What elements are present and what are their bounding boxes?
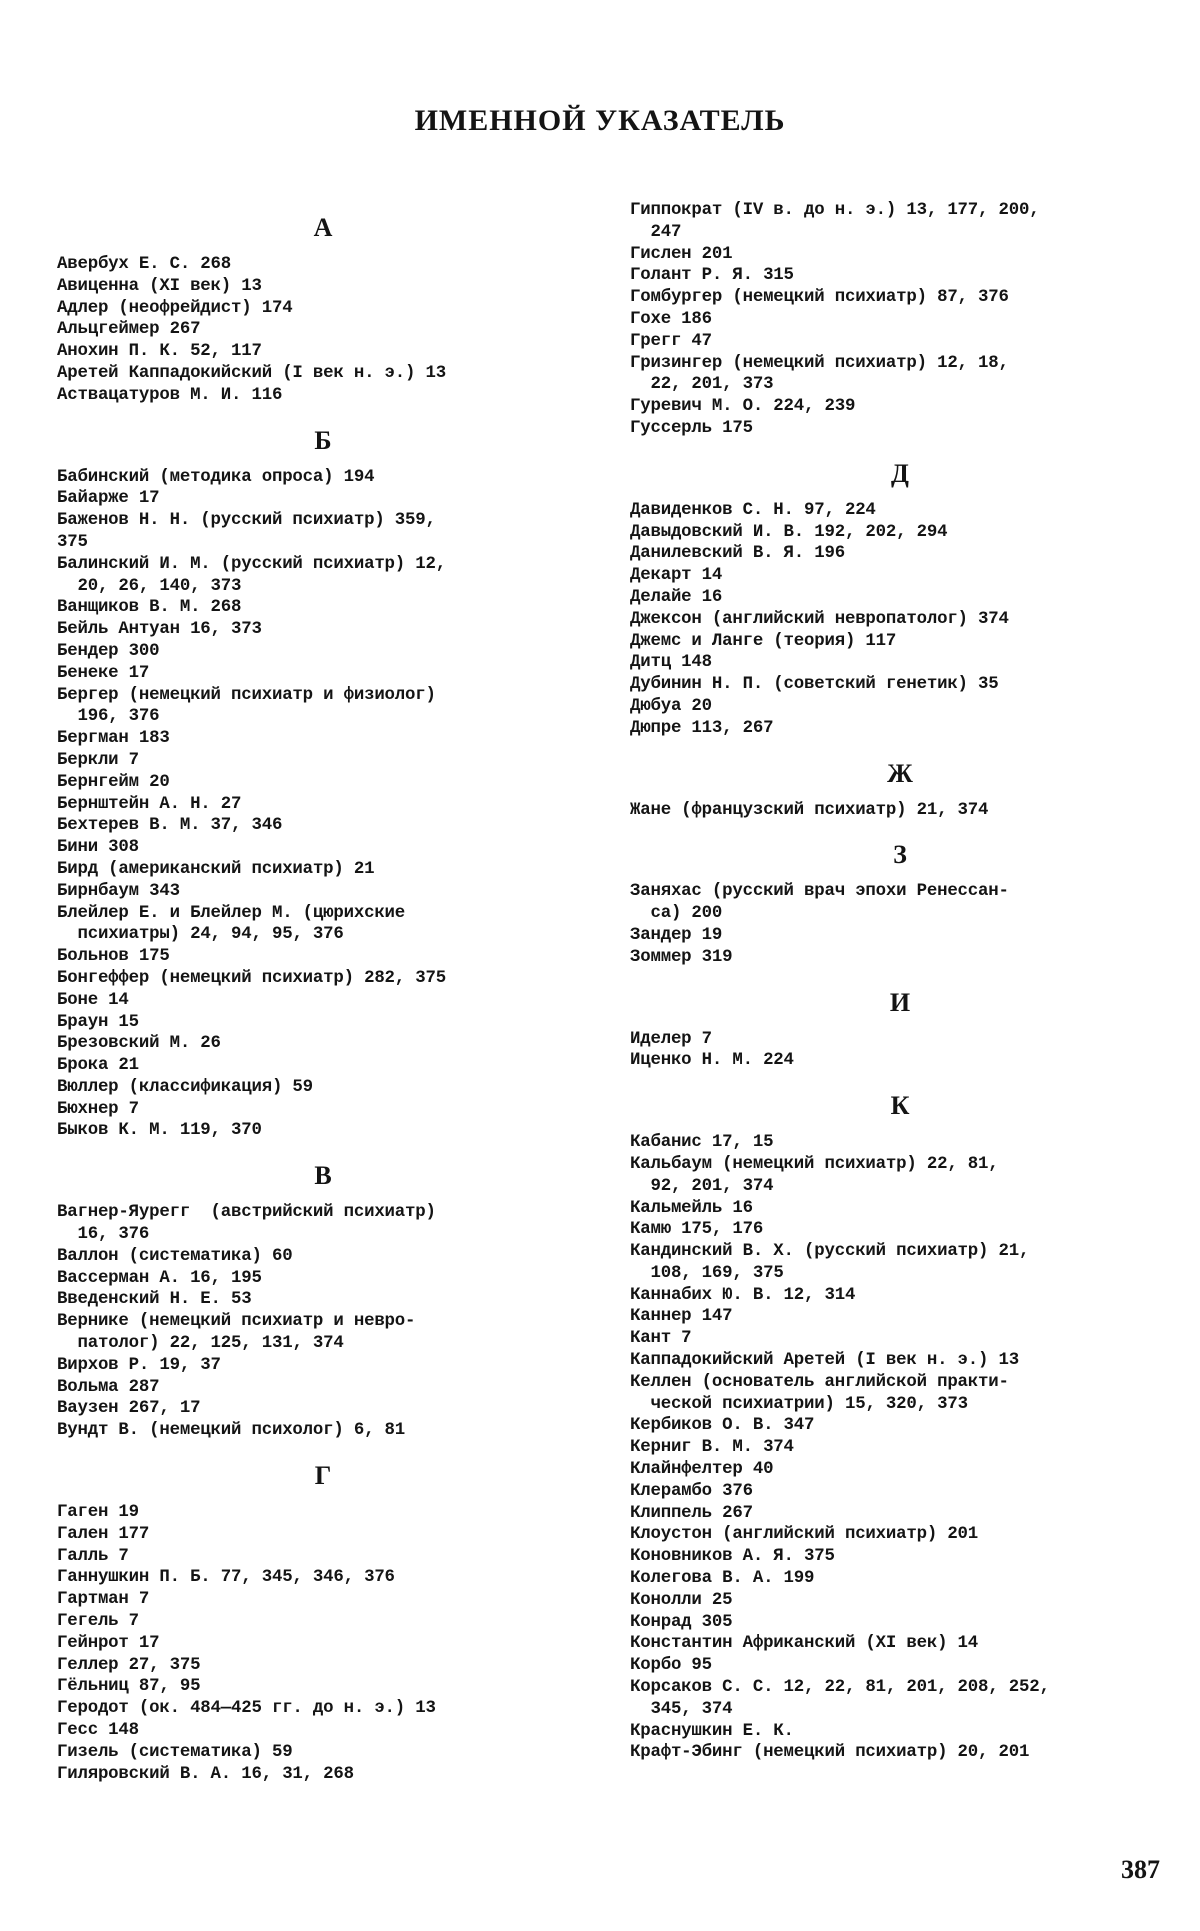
index-entry: Гесс 148 bbox=[57, 1721, 139, 1741]
index-entry: Галль 7 bbox=[57, 1546, 129, 1566]
index-entry: Клайнфелтер 40 bbox=[630, 1460, 774, 1480]
index-section bbox=[630, 839, 1170, 968]
index-entry: Келлен (основатель английской практи- ческой психиатрии) 15, 320, 373 bbox=[630, 1372, 1009, 1414]
index-entry: Аретей Каппадокийский (I век н. э.) 13 bbox=[57, 363, 446, 383]
index-column-right bbox=[630, 200, 1170, 1764]
index-entry: Гегель 7 bbox=[57, 1612, 139, 1632]
index-entry: Каннер 147 bbox=[630, 1307, 733, 1327]
index-entry: Гохе 186 bbox=[630, 309, 712, 329]
index-entry: Геллер 27, 375 bbox=[57, 1655, 201, 1675]
index-entry: Давыдовский И. В. 192, 202, 294 bbox=[630, 522, 948, 542]
index-entry: Брока 21 bbox=[57, 1056, 139, 1076]
index-entry: Бернштейн А. Н. 27 bbox=[57, 794, 242, 814]
index-entry: Кальмейль 16 bbox=[630, 1198, 753, 1218]
page-title: ИМЕННОЙ УКАЗАТЕЛЬ bbox=[414, 104, 786, 137]
index-entry: Баженов Н. Н. (русский психиатр) 359, 375 bbox=[57, 511, 436, 552]
index-entry: Байарже 17 bbox=[57, 489, 160, 509]
index-entry: Бергер (немецкий психиатр и физиолог) 196, 376 bbox=[57, 685, 436, 727]
index-entry: Геродот (ок. 484—425 гг. до н. э.) 13 bbox=[57, 1699, 436, 1719]
index-entry: Альцгеймер 267 bbox=[57, 320, 201, 340]
index-entry: Бехтерев В. М. 37, 346 bbox=[57, 816, 283, 836]
index-entry: Кальбаум (немецкий психиатр) 22, 81, 92, 201, 374 bbox=[630, 1154, 999, 1196]
index-entry: Вюллер (классификация) 59 bbox=[57, 1077, 313, 1097]
index-entry: Валлон (систематика) 60 bbox=[57, 1246, 293, 1266]
index-entry: Клиппель 267 bbox=[630, 1503, 753, 1523]
index-entry: Бирд (американский психиатр) 21 bbox=[57, 859, 375, 879]
section-letter: К bbox=[890, 1091, 910, 1121]
section-letter: А bbox=[313, 213, 333, 242]
index-entry: Вольма 287 bbox=[57, 1377, 160, 1397]
index-section bbox=[630, 1090, 1170, 1764]
index-entry: Гиляровский В. А. 16, 31, 268 bbox=[57, 1764, 354, 1784]
index-entry: Кабанис 17, 15 bbox=[630, 1133, 774, 1153]
index-entry: Бонгеффер (немецкий психиатр) 282, 375 bbox=[57, 968, 446, 988]
index-entry: Грегг 47 bbox=[630, 331, 712, 351]
index-entry: Бирнбаум 343 bbox=[57, 881, 180, 901]
index-entry: Гейнрот 17 bbox=[57, 1633, 160, 1653]
index-entry: Авербух Е. С. 268 bbox=[57, 255, 232, 274]
index-section bbox=[630, 200, 1170, 440]
index-entry: Гиппократ (IV в. до н. э.) 13, 177, 200, 247 bbox=[630, 201, 1040, 242]
index-entry: Дубинин Н. П. (советский генетик) 35 bbox=[630, 675, 999, 695]
index-entry: Корсаков С. С. 12, 22, 81, 201, 208, 252, 345, 374 bbox=[630, 1678, 1050, 1719]
index-entry: Клерамбо 376 bbox=[630, 1481, 753, 1501]
index-entry: Бергман 183 bbox=[57, 729, 170, 749]
index-entry: Блейлер Е. и Блейлер М. (цюрихские психиатры) 24, 94, 95, 376 bbox=[57, 903, 406, 945]
index-section bbox=[630, 458, 1170, 740]
index-entry: Каннабих Ю. В. 12, 314 bbox=[630, 1285, 856, 1305]
index-entry: Камю 175, 176 bbox=[630, 1220, 764, 1240]
index-entry: Гёльниц 87, 95 bbox=[57, 1677, 201, 1697]
index-entry: Бенеке 17 bbox=[57, 663, 150, 683]
index-entry: Гизель (систематика) 59 bbox=[57, 1742, 293, 1762]
section-letter: В bbox=[314, 1161, 332, 1191]
index-entry: Кант 7 bbox=[630, 1329, 692, 1349]
index-section bbox=[630, 987, 1170, 1073]
index-section bbox=[630, 758, 1170, 822]
index-entry: Джексон (английский невропатолог) 374 bbox=[630, 609, 1009, 629]
index-entry: Бини 308 bbox=[57, 838, 139, 858]
index-entry: Клоустон (английский психиатр) 201 bbox=[630, 1525, 979, 1545]
index-entry: Делайе 16 bbox=[630, 587, 723, 607]
index-entry: Крафт-Эбинг (немецкий психиатр) 20, 201 bbox=[630, 1743, 1030, 1763]
index-entry: Гартман 7 bbox=[57, 1590, 150, 1610]
index-section bbox=[57, 425, 589, 1143]
index-entry: Краснушкин Е. К. bbox=[630, 1721, 794, 1741]
index-entry: Константин Африканский (XI век) 14 bbox=[630, 1634, 979, 1654]
section-letter: З bbox=[893, 840, 907, 870]
index-entry: Каппадокийский Аретей (I век н. э.) 13 bbox=[630, 1351, 1019, 1371]
index-entry: Керниг В. М. 374 bbox=[630, 1438, 794, 1458]
index-entry: Вагнер-Яурегг (австрийский психиатр) 16, 376 bbox=[57, 1203, 436, 1245]
index-entry: Быков К. М. 119, 370 bbox=[57, 1121, 262, 1141]
index-entry: Гален 177 bbox=[57, 1524, 150, 1544]
index-entry: Бюхнер 7 bbox=[57, 1099, 139, 1119]
index-entry: Беркли 7 bbox=[57, 750, 139, 770]
index-entry: Бернгейм 20 bbox=[57, 772, 170, 792]
index-column-left bbox=[57, 200, 589, 1785]
index-entry: Заняхас (русский врач эпохи Ренессан- са) 200 bbox=[630, 882, 1009, 924]
index-entry: Вассерман А. 16, 195 bbox=[57, 1268, 262, 1288]
index-entry: Зандер 19 bbox=[630, 925, 723, 945]
index-entry: Брезовский М. 26 bbox=[57, 1034, 221, 1054]
index-entry: Дюбуа 20 bbox=[630, 696, 712, 716]
index-entry: Аствацатуров М. И. 116 bbox=[57, 385, 283, 405]
index-entry: Адлер (неофрейдист) 174 bbox=[57, 298, 293, 318]
index-section bbox=[57, 1460, 589, 1785]
index-entry: Боне 14 bbox=[57, 990, 129, 1010]
index-entry: Голант Р. Я. 315 bbox=[630, 266, 794, 286]
index-entry: Кандинский В. Х. (русский психиатр) 21, 108, 169, 375 bbox=[630, 1242, 1030, 1283]
index-entry: Гаген 19 bbox=[57, 1503, 139, 1523]
index-entry: Вирхов Р. 19, 37 bbox=[57, 1355, 221, 1375]
section-letter: Д bbox=[891, 458, 909, 488]
index-entry: Бендер 300 bbox=[57, 641, 160, 661]
index-section bbox=[57, 212, 589, 407]
index-entry: Ганнушкин П. Б. 77, 345, 346, 376 bbox=[57, 1568, 395, 1588]
index-entry: Кербиков О. В. 347 bbox=[630, 1416, 815, 1436]
section-letter: Г bbox=[314, 1461, 332, 1491]
index-entry: Вундт В. (немецкий психолог) 6, 81 bbox=[57, 1421, 406, 1441]
index-entry: Конолли 25 bbox=[630, 1590, 733, 1610]
index-entry: Гислен 201 bbox=[630, 244, 733, 264]
page-number: 387 bbox=[1121, 1855, 1160, 1884]
index-section bbox=[57, 1160, 589, 1442]
index-entry: Бабинский (методика опроса) 194 bbox=[57, 467, 375, 487]
index-entry: Зоммер 319 bbox=[630, 947, 733, 967]
index-entry: Джемс и Ланге (теория) 117 bbox=[630, 631, 897, 651]
index-entry: Введенский Н. Е. 53 bbox=[57, 1290, 252, 1310]
index-entry: Жане (французский психиатр) 21, 374 bbox=[630, 800, 989, 820]
section-letter: Б bbox=[314, 425, 332, 455]
index-entry: Гуссерль 175 bbox=[630, 418, 753, 438]
index-entry: Колегова В. А. 199 bbox=[630, 1569, 815, 1589]
index-entry: Бейль Антуан 16, 373 bbox=[57, 620, 262, 640]
index-entry: Анохин П. К. 52, 117 bbox=[57, 342, 262, 362]
index-entry: Дюпре 113, 267 bbox=[630, 718, 774, 738]
index-entry: Ваузен 267, 17 bbox=[57, 1399, 201, 1419]
index-entry: Гуревич М. О. 224, 239 bbox=[630, 397, 856, 417]
index-entry: Коновников А. Я. 375 bbox=[630, 1547, 835, 1567]
index-entry: Корбо 95 bbox=[630, 1656, 712, 1676]
index-entry: Ванщиков В. М. 268 bbox=[57, 598, 242, 618]
index-entry: Иценко Н. М. 224 bbox=[630, 1051, 794, 1071]
index-entry: Авиценна (XI век) 13 bbox=[57, 276, 262, 296]
index-entry: Гризингер (немецкий психиатр) 12, 18, 22, 201, 373 bbox=[630, 353, 1009, 395]
index-entry: Дитц 148 bbox=[630, 653, 712, 673]
index-entry: Вернике (немецкий психиатр и невро- патолог) 22, 125, 131, 374 bbox=[57, 1312, 416, 1354]
index-entry: Данилевский В. Я. 196 bbox=[630, 544, 845, 564]
index-entry: Браун 15 bbox=[57, 1012, 139, 1032]
section-letter: Ж bbox=[887, 758, 913, 788]
index-entry: Больнов 175 bbox=[57, 947, 170, 967]
section-letter: И bbox=[889, 987, 911, 1017]
index-entry: Балинский И. М. (русский психиатр) 12, 20, 26, 140, 373 bbox=[57, 554, 446, 596]
index-entry: Конрад 305 bbox=[630, 1612, 733, 1632]
index-entry: Иделер 7 bbox=[630, 1029, 712, 1049]
index-entry: Давиденков С. Н. 97, 224 bbox=[630, 500, 876, 520]
index-entry: Гомбургер (немецкий психиатр) 87, 376 bbox=[630, 288, 1009, 308]
index-entry: Декарт 14 bbox=[630, 566, 723, 586]
